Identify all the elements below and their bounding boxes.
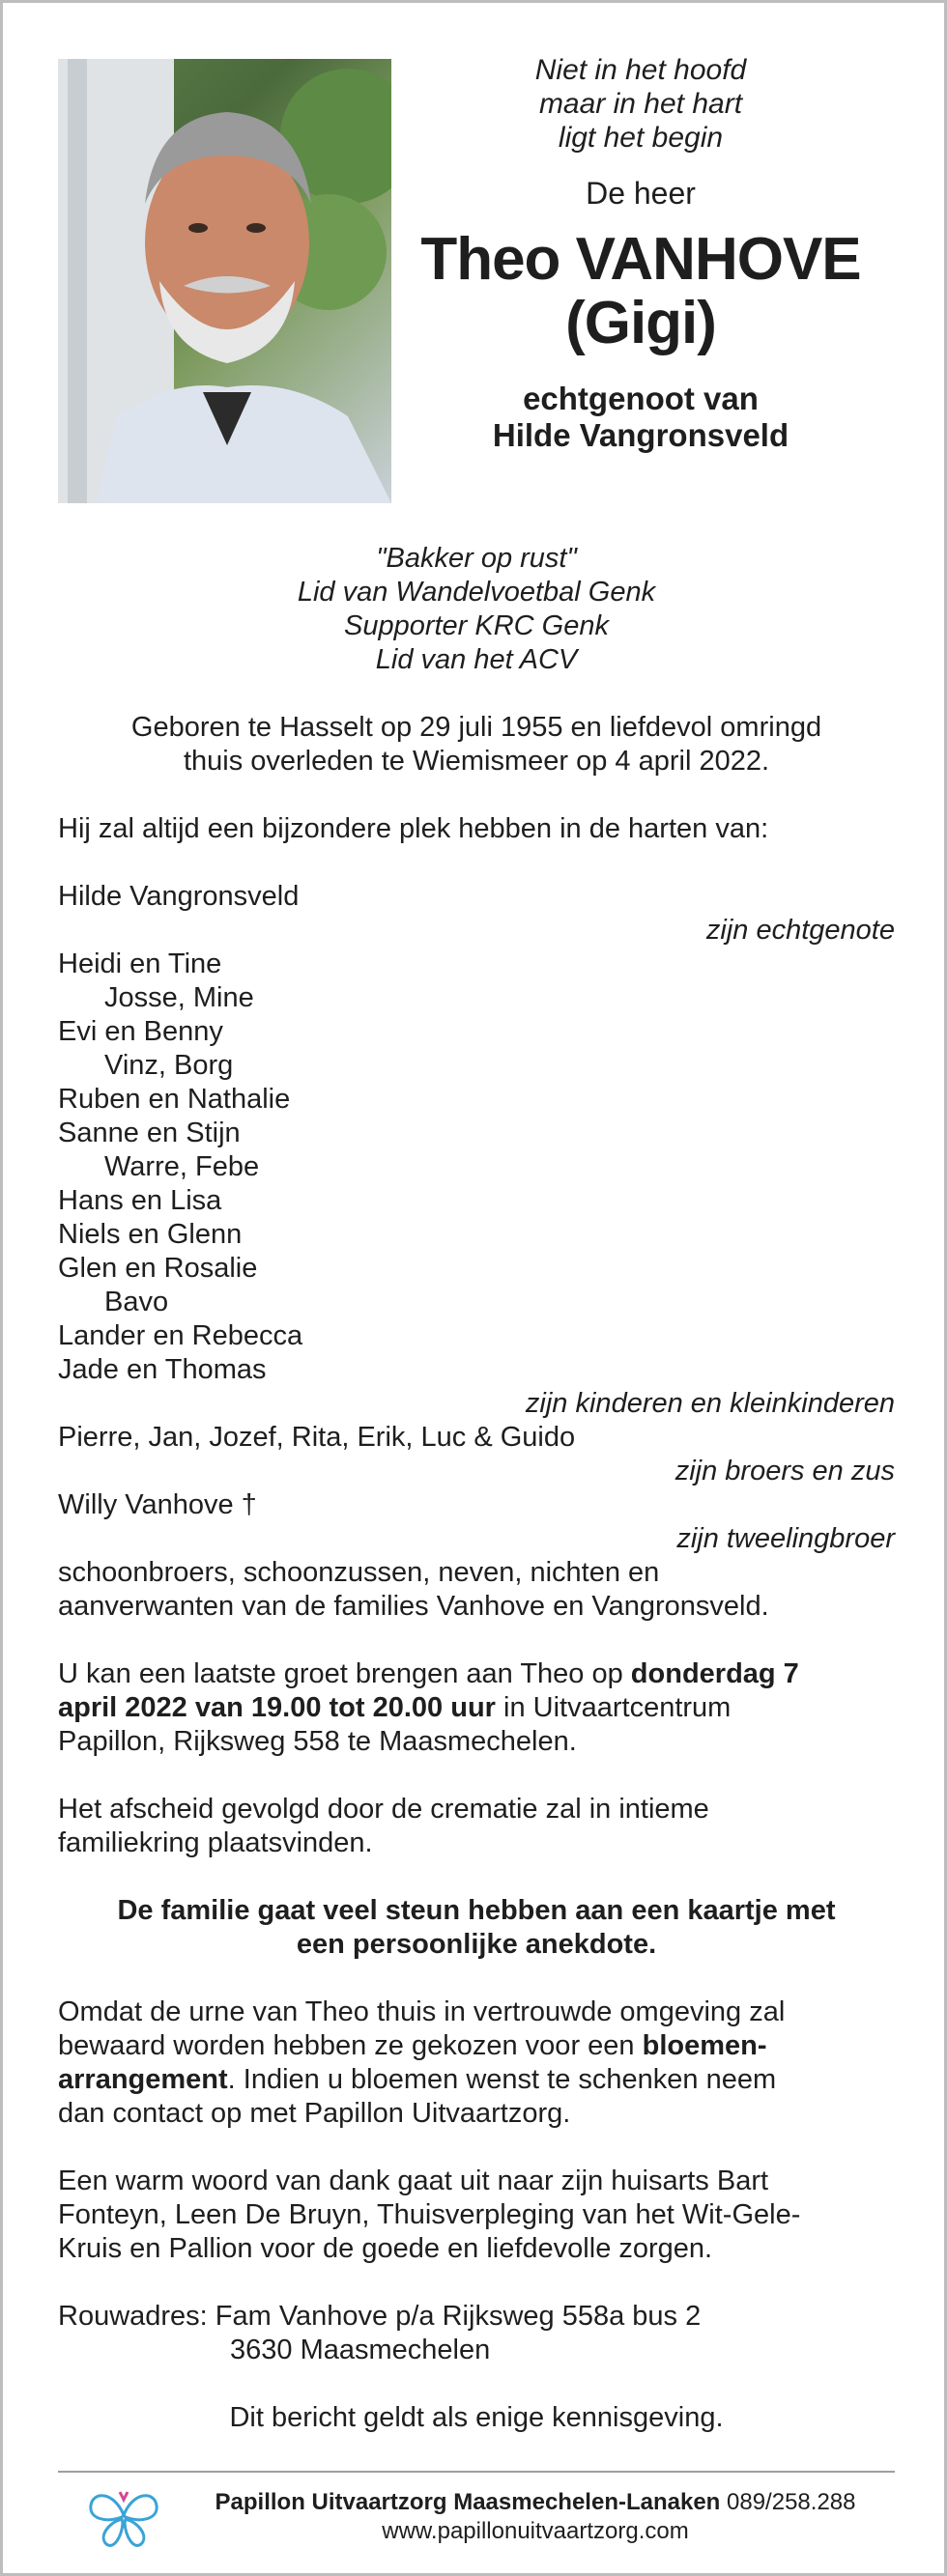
grandchildren-line: Bavo [104, 1287, 169, 1317]
farewell-line-2: familiekring plaatsvinden. [58, 1827, 373, 1858]
deceased-name: Theo VANHOVE [420, 226, 861, 293]
thanks-line-3: Kruis en Pallion voor de goede en liefdevolle zorgen. [58, 2233, 713, 2264]
farewell-line-1: Het afscheid gevolgd door de crematie zal in intieme [58, 1794, 709, 1825]
family-line: Jade en Thomas [58, 1354, 267, 1385]
funeral-home-phone: 089/258.288 [727, 2489, 856, 2515]
family-line: Sanne en Stijn [58, 1118, 241, 1148]
notice-text: Dit bericht geldt als enige kennisgeving. [229, 2402, 724, 2433]
quote-line-4: Lid van het ACV [375, 644, 578, 675]
family-line: Hans en Lisa [58, 1185, 222, 1216]
family-relation: zijn kinderen en kleinkinderen [525, 1388, 895, 1419]
mourning-address-line-1: Rouwadres: Fam Vanhove p/a Rijksweg 558a bus 2 [58, 2301, 702, 2332]
family-line: Willy Vanhove † [58, 1489, 257, 1520]
footer-text [176, 2488, 895, 2546]
grandchildren-line: Warre, Febe [104, 1151, 260, 1182]
header-block [418, 53, 863, 454]
funeral-home-website[interactable]: www.papillonuitvaartzorg.com [382, 2518, 689, 2544]
funeral-home-line [176, 2488, 895, 2517]
family-line: Pierre, Jan, Jozef, Rita, Erik, Luc & Guido [58, 1422, 576, 1453]
birth-death-line-2: thuis overleden te Wiemismeer op 4 april 2022. [183, 746, 770, 777]
remembered-intro: Hij zal altijd een bijzondere plek hebben in de harten van: [58, 813, 769, 844]
family-relation: zijn broers en zus [674, 1456, 895, 1486]
extended-family-line-1: schoonbroers, schoonzussen, neven, nichten en [58, 1557, 660, 1588]
portrait-photo [58, 59, 391, 503]
extended-family-line-2: aanverwanten van de families Vanhove en Vangronsveld. [58, 1591, 769, 1622]
family-line: Evi en Benny [58, 1016, 223, 1047]
quote-line-3: Supporter KRC Genk [343, 610, 609, 641]
name-prefix: De heer [586, 176, 696, 211]
grandchildren-line: Josse, Mine [104, 982, 254, 1013]
family-line: Niels en Glenn [58, 1219, 243, 1250]
flowers-paragraph: Omdat de urne van Theo thuis in vertrouwde omgeving zal bewaard worden hebben ze gekozen voor een bloemen- arrangement. Indien u bloemen wenst te schenken neem dan contact op met Papillon Uitvaartzorg. [58, 1996, 786, 2129]
quote-line-2: Lid van Wandelvoetbal Genk [297, 577, 656, 608]
family-relation: zijn tweelingbroer [676, 1523, 895, 1554]
family-line: Heidi en Tine [58, 948, 222, 979]
portrait-illustration [58, 59, 391, 503]
family-line: Glen en Rosalie [58, 1253, 258, 1284]
family-relation: zijn echtgenote [705, 915, 895, 946]
motto-line-2: maar in het hart [538, 88, 743, 120]
obituary-body [58, 542, 895, 2435]
deceased-nickname: (Gigi) [565, 290, 716, 356]
motto-line-3: ligt het begin [558, 122, 724, 154]
birth-death-line-1: Geboren te Hasselt op 29 juli 1955 en liefdevol omringd [130, 712, 822, 743]
thanks-line-1: Een warm woord van dank gaat uit naar zijn huisarts Bart [58, 2166, 769, 2196]
thanks-line-2: Fonteyn, Leen De Bruyn, Thuisverpleging van het Wit-Gele- [58, 2199, 801, 2230]
funeral-home-footer [58, 2471, 895, 2556]
butterfly-logo-icon [85, 2486, 162, 2548]
grandchildren-line: Vinz, Borg [104, 1050, 234, 1081]
support-line-2: een persoonlijke anekdote. [296, 1929, 657, 1960]
support-line-1: De familie gaat veel steun hebben aan een kaartje met [117, 1895, 836, 1926]
family-line: Ruben en Nathalie [58, 1084, 291, 1115]
visitation-paragraph: U kan een laatste groet brengen aan Theo op donderdag 7 april 2022 van 19.00 tot 20.00 uur in Uitvaartcentrum Papillon, Rijksweg 558 te Maasmechelen. [58, 1658, 799, 1757]
motto-line-1: Niet in het hoofd [534, 54, 747, 86]
spouse-name: Hilde Vangronsveld [492, 417, 789, 453]
spouse-relation: echtgenoot van [523, 381, 759, 416]
funeral-home-name: Papillon Uitvaartzorg Maasmechelen-Lanaken [215, 2489, 721, 2515]
mourning-address-line-2: 3630 Maasmechelen [230, 2335, 491, 2365]
quote-line-1: "Bakker op rust" [376, 543, 577, 574]
family-line: Hilde Vangronsveld [58, 881, 300, 912]
family-line: Lander en Rebecca [58, 1320, 303, 1351]
